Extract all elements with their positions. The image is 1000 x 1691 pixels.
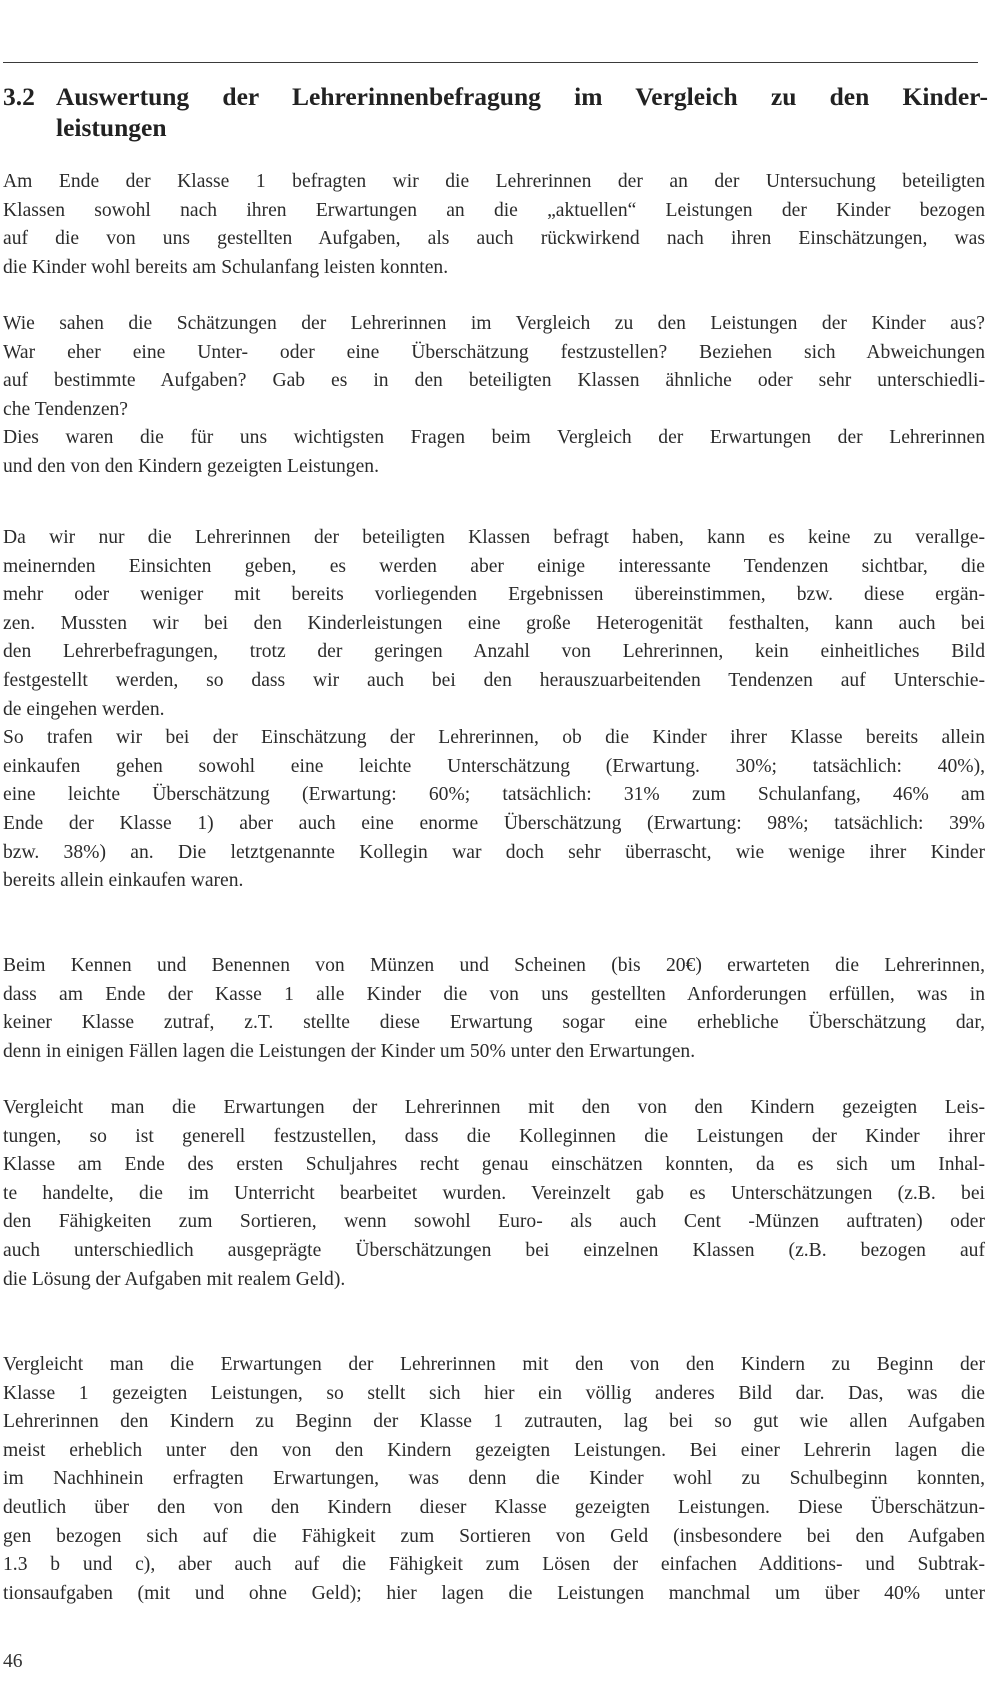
text-line: keiner Klasse zutraf, z.T. stellte diese Erwartung sogar eine erhebliche Überschätzung dar, (3, 1012, 985, 1034)
section-title-line: leistungen (56, 113, 167, 142)
text-line: auch unterschiedlich ausgeprägte Überschätzungen bei einzelnen Klassen (z.B. bezogen auf (3, 1239, 985, 1261)
paragraph-2 (3, 310, 985, 482)
text-line: Ende der Klasse 1) aber auch eine enorme Überschätzung (Erwartung: 98%; tatsächlich: 39% (3, 812, 985, 834)
paragraph-5 (3, 1094, 985, 1294)
text-line: te handelte, die im Unterricht bearbeitet wurden. Vereinzelt gab es Unterschätzungen (z.B. bei (3, 1182, 985, 1204)
text-line: dass am Ende der Kasse 1 alle Kinder die von uns gestellten Anforderungen erfüllen, was in (3, 983, 985, 1005)
text-line: zen. Mussten wir bei den Kinderleistungen eine große Heterogenität festhalten, kann auch bei (3, 612, 985, 634)
text-line: So trafen wir bei der Einschätzung der Lehrerinnen, ob die Kinder ihrer Klasse bereits allein (3, 727, 985, 749)
text-line: Lehrerinnen den Kindern zu Beginn der Klasse 1 zutrauten, lag bei so gut wie allen Aufgaben (3, 1411, 985, 1433)
text-line: einkaufen gehen sowohl eine leichte Unterschätzung (Erwartung. 30%; tatsächlich: 40%), (3, 755, 985, 777)
section-heading (3, 81, 988, 143)
text-line: gen bezogen sich auf die Fähigkeit zum Sortieren von Geld (insbesondere bei den Aufgaben (3, 1525, 985, 1547)
paragraph-3 (3, 524, 985, 896)
text-line: bereits allein einkaufen waren. (3, 870, 244, 892)
text-line: Da wir nur die Lehrerinnen der beteiligten Klassen befragt haben, kann es keine zu verallge- (3, 527, 985, 548)
text-line: tungen, so ist generell festzustellen, dass die Kolleginnen die Leistungen der Kinder ihrer (3, 1125, 985, 1147)
text-line: Am Ende der Klasse 1 befragten wir die Lehrerinnen der an der Untersuchung beteiligten (3, 171, 985, 192)
header-rule (3, 62, 978, 63)
paragraph-1 (3, 168, 985, 282)
text-line: tionsaufgaben (mit und ohne Geld); hier lagen die Leistungen manchmal um über 40% unter (3, 1582, 985, 1604)
text-line: Klasse am Ende des ersten Schuljahres recht genau einschätzen konnten, da es sich um Inhal- (3, 1154, 985, 1176)
text-line: Dies waren die für uns wichtigsten Fragen beim Vergleich der Erwartungen der Lehrerinnen (3, 427, 985, 449)
paragraph-4 (3, 952, 985, 1066)
text-line: denn in einigen Fällen lagen die Leistungen der Kinder um 50% unter den Erwartungen. (3, 1040, 696, 1062)
text-line: die Kinder wohl bereits am Schulanfang leisten konnten. (3, 256, 449, 278)
paragraph-6 (3, 1351, 985, 1608)
text-line: Klassen sowohl nach ihren Erwartungen an die „aktuellen“ Leistungen der Kinder bezogen (3, 199, 985, 221)
text-line: Vergleicht man die Erwartungen der Lehrerinnen mit den von den Kindern gezeigten Leis- (3, 1097, 985, 1118)
text-line: festgestellt werden, so dass wir auch bei den herauszuarbeitenden Tendenzen auf Unterschie- (3, 669, 985, 691)
text-line: de eingehen werden. (3, 698, 165, 720)
text-line: und den von den Kindern gezeigten Leistungen. (3, 455, 379, 477)
page-number: 46 (3, 1651, 23, 1672)
text-line: Beim Kennen und Benennen von Münzen und Scheinen (bis 20€) erwarteten die Lehrerinnen, (3, 955, 985, 976)
text-line: auf bestimmte Aufgaben? Gab es in den beteiligten Klassen ähnliche oder sehr unterschiedli- (3, 370, 985, 392)
text-line: Klasse 1 gezeigten Leistungen, so stellt sich hier ein völlig anderes Bild dar. Das, was die (3, 1382, 985, 1404)
text-line: eine leichte Überschätzung (Erwartung: 60%; tatsächlich: 31% zum Schulanfang, 46% am (3, 784, 985, 806)
text-line: Vergleicht man die Erwartungen der Lehrerinnen mit den von den Kindern zu Beginn der (3, 1354, 985, 1375)
text-line: die Lösung der Aufgaben mit realem Geld). (3, 1268, 346, 1290)
text-line: den Lehrerbefragungen, trotz der geringen Anzahl von Lehrerinnen, kein einheitliches Bild (3, 641, 985, 663)
text-line: im Nachhinein erfragten Erwartungen, was denn die Kinder wohl zu Schulbeginn konnten, (3, 1468, 985, 1490)
text-line: bzw. 38%) an. Die letztgenannte Kollegin war doch sehr überrascht, wie wenige ihrer Kinder (3, 841, 985, 863)
text-line: che Tendenzen? (3, 398, 129, 420)
section-title-line: Auswertung der Lehrerinnenbefragung im Vergleich zu den Kinder- (56, 82, 988, 111)
section-number: 3.2 (3, 82, 35, 111)
text-line: War eher eine Unter- oder eine Überschätzung festzustellen? Beziehen sich Abweichungen (3, 341, 985, 363)
text-line: 1.3 b und c), aber auch auf die Fähigkeit zum Lösen der einfachen Additions- und Subtrak- (3, 1554, 985, 1576)
text-line: auf die von uns gestellten Aufgaben, als auch rückwirkend nach ihren Einschätzungen, was (3, 228, 985, 250)
text-line: mehr oder weniger mit bereits vorliegenden Ergebnissen übereinstimmen, bzw. diese ergän- (3, 584, 985, 606)
text-line: deutlich über den von den Kindern dieser Klasse gezeigten Leistungen. Diese Überschätzun- (3, 1496, 985, 1518)
text-line: Wie sahen die Schätzungen der Lehrerinnen im Vergleich zu den Leistungen der Kinder aus? (3, 313, 985, 334)
text-line: meist erheblich unter den von den Kindern gezeigten Leistungen. Bei einer Lehrerin lagen die (3, 1439, 985, 1461)
section-title (56, 81, 988, 143)
text-line: meinernden Einsichten geben, es werden aber einige interessante Tendenzen sichtbar, die (3, 555, 985, 577)
text-line: den Fähigkeiten zum Sortieren, wenn sowohl Euro- als auch Cent -Münzen auftraten) oder (3, 1211, 985, 1233)
